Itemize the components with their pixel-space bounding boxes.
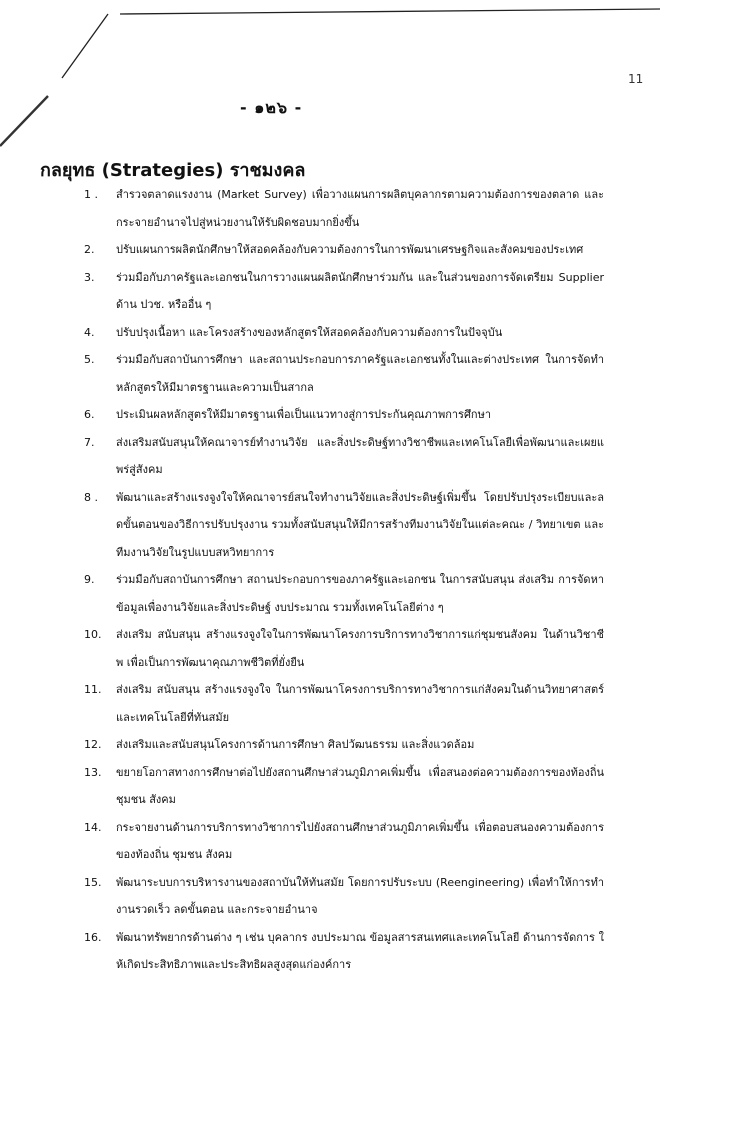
strategy-item bbox=[84, 264, 604, 319]
strategy-item bbox=[84, 181, 604, 236]
strategy-text: ร่วมมือกับสถาบันการศึกษา และสถานประกอบการภาครัฐและเอกชนทั้งในและต่างประเทศ ในการจัดทำหลักสูตรให้มีมาตรฐานและความเป็นสากล bbox=[116, 353, 604, 394]
strategy-item bbox=[84, 676, 604, 731]
thai-page-number: - ๑๒๖ - bbox=[240, 98, 303, 117]
strategy-number: 16. bbox=[84, 930, 102, 944]
strategy-text: พัฒนาระบบการบริหารงานของสถาบันให้ทันสมัย โดยการปรับระบบ (Reengineering) เพื่อทำให้การทำงานรวดเร็ว ลดขั้นตอน และกระจายอำนาจ bbox=[116, 875, 604, 916]
strategy-text: ส่งเสริมและสนับสนุนโครงการด้านการศึกษา ศิลปวัฒนธรรม และสิ่งแวดล้อม bbox=[116, 738, 475, 751]
strategy-text: ส่งเสริม สนับสนุน สร้างแรงจูงใจ ในการพัฒนาโครงการบริการทางวิชาการแก่สังคมในด้านวิทยาศาสตร์และเทคโนโลยีที่ทันสมัย bbox=[116, 683, 604, 724]
fold-line-diagonal bbox=[62, 14, 108, 78]
strategy-item bbox=[84, 924, 604, 979]
strategy-item bbox=[84, 319, 604, 347]
strategy-number: 1 . bbox=[84, 188, 98, 201]
strategy-text: ประเมินผลหลักสูตรให้มีมาตรฐานเพื่อเป็นแนวทางสู่การประกันคุณภาพการศึกษา bbox=[116, 408, 492, 421]
strategy-number: 14. bbox=[84, 820, 102, 834]
strategy-item bbox=[84, 566, 604, 621]
strategy-number: 7. bbox=[84, 435, 95, 449]
strategy-text: ส่งเสริมสนับสนุนให้คณาจารย์ทำงานวิจัย และสิ่งประดิษฐ์ทางวิชาชีพและเทคโนโลยีเพื่อพัฒนาและเผยแพร่สู่สังคม bbox=[116, 435, 604, 476]
strategy-text: กระจายงานด้านการบริการทางวิชาการไปยังสถานศึกษาส่วนภูมิภาคเพิ่มขึ้น เพื่อตอบสนองความต้องการของท้องถิ่น ชุมชน สังคม bbox=[116, 820, 604, 861]
fold-line-edge bbox=[0, 96, 48, 146]
strategy-number: 2. bbox=[84, 243, 95, 256]
strategy-item bbox=[84, 621, 604, 676]
strategy-number: 10. bbox=[84, 628, 102, 641]
strategy-text: ปรับปรุงเนื้อหา และโครงสร้างของหลักสูตรให้สอดคล้องกับความต้องการในปัจจุบัน bbox=[116, 325, 503, 339]
strategy-text: ขยายโอกาสทางการศึกษาต่อไปยังสถานศึกษาส่วนภูมิภาคเพิ่มขึ้น เพื่อสนองต่อความต้องการของท้องถิ่น ชุมชน สังคม bbox=[116, 765, 604, 806]
strategy-item bbox=[84, 236, 604, 264]
page-number: 11 bbox=[628, 72, 644, 86]
strategy-text: พัฒนาทรัพยากรด้านต่าง ๆ เช่น บุคลากร งบประมาณ ข้อมูลสารสนเทศและเทคโนโลยี ด้านการจัดการ ให้เกิดประสิทธิภาพและประสิทธิผลสูงสุดแก่องค์การ bbox=[116, 930, 604, 971]
strategy-number: 4. bbox=[84, 325, 95, 339]
strategy-text: ร่วมมือกับภาครัฐและเอกชนในการวางแผนผลิตนักศึกษาร่วมกัน และในส่วนของการจัดเตรียม Supplier ด้าน ปวช. หรืออื่น ๆ bbox=[116, 270, 604, 311]
strategy-item bbox=[84, 484, 604, 567]
strategy-number: 5. bbox=[84, 353, 95, 366]
page-title: กลยุทธ (Strategies) ราชมงคล bbox=[40, 160, 306, 181]
corner-fold-marks bbox=[0, 0, 731, 160]
strategy-text: ส่งเสริม สนับสนุน สร้างแรงจูงใจในการพัฒนาโครงการบริการทางวิชาการแก่ชุมชนสังคม ในด้านวิชาชีพ เพื่อเป็นการพัฒนาคุณภาพชีวิตที่ยั่งยืน bbox=[116, 628, 604, 669]
strategy-number: 3. bbox=[84, 270, 95, 284]
strategy-list bbox=[84, 181, 604, 979]
strategy-item bbox=[84, 429, 604, 484]
strategy-text: สำรวจตลาดแรงงาน (Market Survey) เพื่อวางแผนการผลิตบุคลากรตามความต้องการของตลาด และกระจายอำนาจไปสู่หน่วยงานให้รับผิดชอบมากยิ่งขึ้น bbox=[116, 188, 604, 229]
strategy-number: 9. bbox=[84, 573, 95, 586]
strategy-number: 8 . bbox=[84, 490, 98, 504]
strategy-item bbox=[84, 401, 604, 429]
strategy-number: 12. bbox=[84, 738, 102, 751]
strategy-number: 13. bbox=[84, 765, 102, 779]
fold-line-top bbox=[120, 9, 660, 14]
strategy-text: ร่วมมือกับสถาบันการศึกษา สถานประกอบการของภาครัฐและเอกชน ในการสนับสนุน ส่งเสริม การจัดหาข้อมูลเพื่องานวิจัยและสิ่งประดิษฐ์ งบประมาณ รวมทั้งเทคโนโลยีต่าง ๆ bbox=[116, 573, 604, 614]
strategy-item bbox=[84, 346, 604, 401]
strategy-number: 6. bbox=[84, 408, 95, 421]
strategy-text: พัฒนาและสร้างแรงจูงใจให้คณาจารย์สนใจทำงานวิจัยและสิ่งประดิษฐ์เพิ่มขึ้น โดยปรับปรุงระเบียบและลดขั้นตอนของวิธีการปรับปรุงงาน รวมทั้งสนับสนุนให้มีการสร้างทีมงานวิจัยในแต่ละคณะ / วิทยาเขต และทีมงานวิจัยในรูปแบบสหวิทยาการ bbox=[116, 490, 604, 559]
strategy-text: ปรับแผนการผลิตนักศึกษาให้สอดคล้องกับความต้องการในการพัฒนาเศรษฐกิจและสังคมของประเทศ bbox=[116, 243, 584, 256]
strategy-item bbox=[84, 759, 604, 814]
strategy-item bbox=[84, 814, 604, 869]
strategy-number: 15. bbox=[84, 875, 102, 889]
strategy-item bbox=[84, 731, 604, 759]
strategy-item bbox=[84, 869, 604, 924]
strategy-number: 11. bbox=[84, 683, 102, 696]
